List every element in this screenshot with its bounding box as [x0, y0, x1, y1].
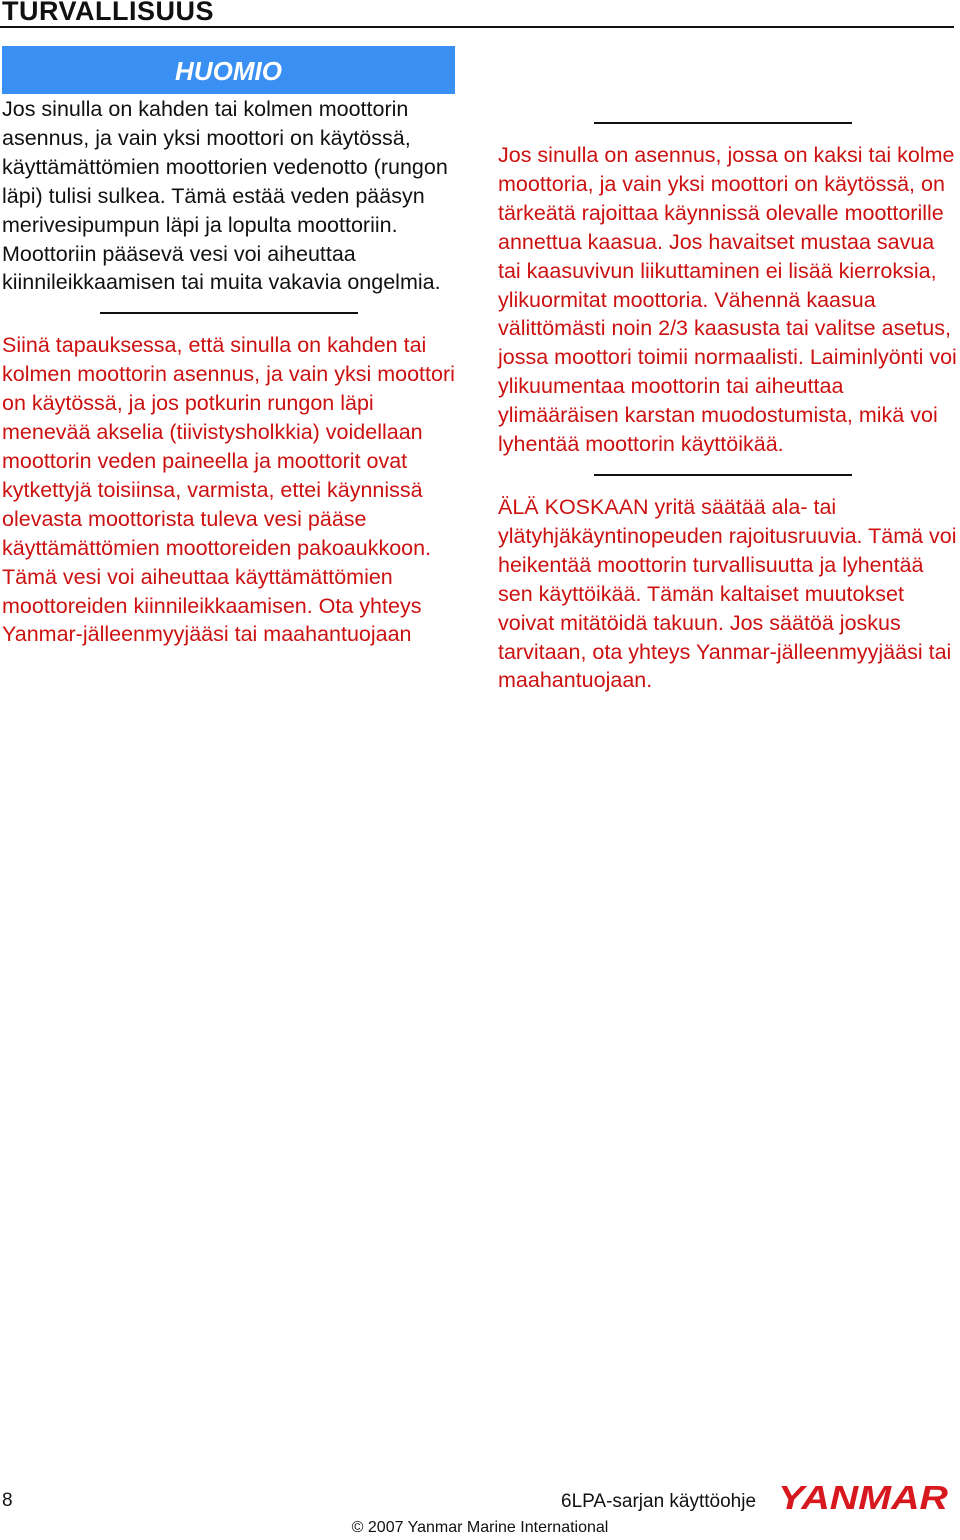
- right-column: [498, 49, 960, 695]
- paragraph-1-part-b: [498, 49, 960, 107]
- yanmar-logo-text: YANMAR: [778, 1481, 949, 1513]
- copyright: © 2007 Yanmar Marine International: [351, 1519, 609, 1536]
- notice-heading: HUOMIO: [175, 56, 282, 86]
- page-number: 8: [2, 1490, 13, 1511]
- manual-title: 6LPA-sarjan käyttöohje: [561, 1491, 757, 1512]
- left-column: [2, 46, 462, 649]
- separator-1: [100, 312, 358, 314]
- notice-text: Jos sinulla on kahden tai kolmen moottorin asennus, ja vain yksi moottori on käytössä, käyttämättömien moottorien vedenotto (rungon läpi) tulisi sulkea. Tämä estää veden pääsyn merivesipumpun läpi ja lopulta moottoriin. Moottoriin pääsevä vesi voi aiheuttaa kiinnileikkaamisen tai muita vakavia ongelmia.: [2, 97, 448, 295]
- yanmar-logo: [778, 1481, 954, 1513]
- section-title: TURVALLISUUS: [2, 0, 215, 26]
- paragraph-2: Jos sinulla on asennus, jossa on kaksi tai kolme moottoria, ja vain yksi moottori on käytössä, on tärkeätä rajoittaa käynnissä olevalle moottorille annettua kaasua. Jos havaitset mustaa savua tai kaasuvivun liikuttaminen ei lisää kierroksia, ylikuormitat moottoria. Vähennä kaasua välittömästi noin 2/3 kaasusta tai valitse asetus, jossa moottori toimii normaalisti. Laiminlyönti voi ylikuumentaa moottorin tai aiheuttaa ylimääräisen karstan muodostumista, mikä voi lyhentää moottorin käyttöikää.: [498, 143, 957, 457]
- paragraph-3: ÄLÄ KOSKAAN yritä säätää ala- tai ylätyhjäkäyntinopeuden rajoitusruuvia. Tämä voi heikentää moottorin turvallisuutta ja lyhentää sen käyttöikää. Tämän kaltaiset muutokset voivat mitätöidä takuun. Jos säätöä joskus tarvitaan, ota yhteys Yanmar-jälleenmyyjääsi tai maahantuojaan.: [498, 494, 957, 693]
- paragraph-1-continuation: [498, 49, 960, 107]
- separator-2: [594, 122, 852, 124]
- separator-3: [594, 474, 852, 476]
- paragraph-1-text: Siinä tapauksessa, että sinulla on kahden tai kolmen moottorin asennus, ja vain yksi moottori on käytössä, ja jos potkurin rungon läpi menevää akselia (tiivistysholkkia) voidellaan moottorin veden paineella ja moottorit ovat kytkettyjä toisiinsa, varmista, ettei käynnissä olevasta moottorista tuleva vesi pääse käyttämättömien moottoreiden pakoaukkoon. Tämä vesi voi aiheuttaa käyttämättömien moottoreiden kiinnileikkaamisen. Ota yhteys Yanmar-jälleenmyyjääsi tai maahantuojaan: [2, 333, 455, 647]
- paragraph-1-part-a: [2, 331, 462, 649]
- title-rule: [0, 26, 954, 28]
- notice-header: [2, 46, 455, 94]
